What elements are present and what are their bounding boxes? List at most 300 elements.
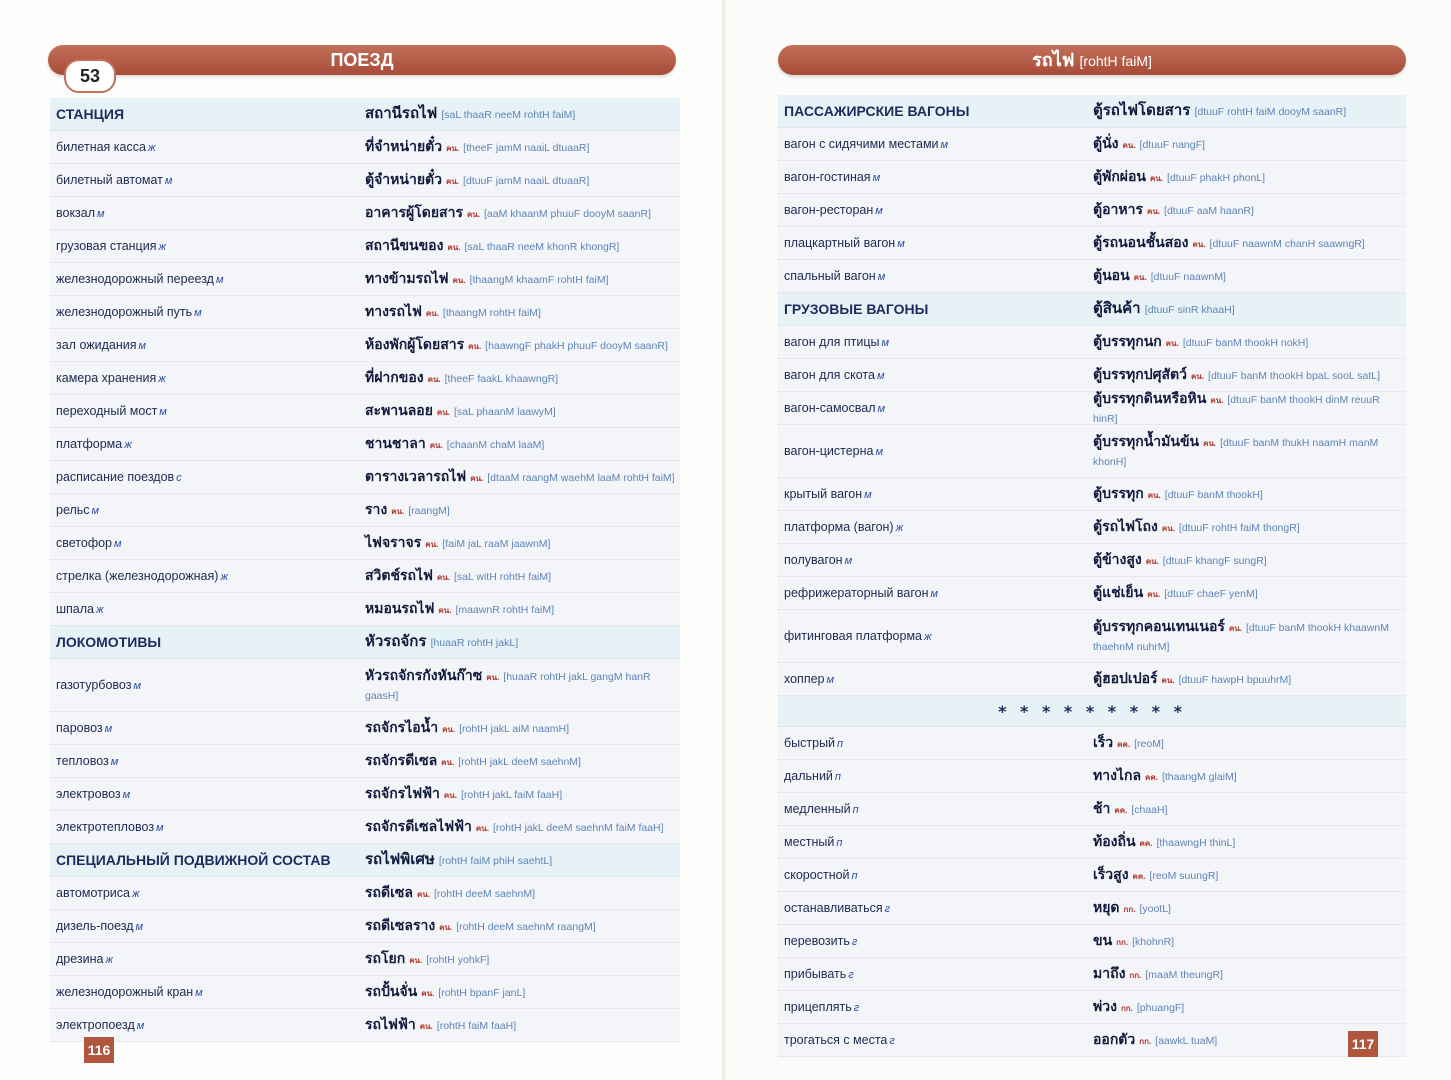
transliteration: [thaawngH thinL] xyxy=(1156,836,1236,849)
thai-translation xyxy=(365,785,680,804)
transliteration: [dtuuF sinR khaaH] xyxy=(1144,303,1235,316)
part-of-speech-tag: คน. xyxy=(1210,395,1224,405)
part-of-speech-tag: คน. xyxy=(436,407,450,417)
transliteration: [dtuuF banM thookH bpaL sooL satL] xyxy=(1208,369,1381,382)
transliteration: [thaangM khaamF rohtH faiM] xyxy=(469,273,609,286)
transliteration: [dtuuF banM thookH khaawnM thaehnM nuhrM] xyxy=(1093,621,1389,653)
transliteration: [aawkL tuaM] xyxy=(1155,1034,1218,1047)
russian-word xyxy=(50,886,365,900)
transliteration: [dtuuF aaM haanR] xyxy=(1164,204,1254,217)
thai-text: ตู้อาหาร xyxy=(1093,200,1143,217)
vocab-row xyxy=(778,859,1406,892)
thai-translation xyxy=(365,501,680,520)
russian-word xyxy=(778,802,1093,816)
thai-translation xyxy=(1093,135,1406,154)
thai-translation xyxy=(1093,333,1406,352)
transliteration: [khohnR] xyxy=(1132,935,1175,948)
thai-text: หยุด xyxy=(1093,898,1120,915)
gender-marker: м xyxy=(122,789,131,801)
thai-translation xyxy=(365,402,680,421)
thai-text: อาคารผู้โดยสาร xyxy=(365,203,463,220)
transliteration: [reoM suungR] xyxy=(1149,869,1219,882)
gender-marker: м xyxy=(104,723,113,735)
gender-marker: м xyxy=(877,403,886,415)
russian-text: медленный xyxy=(784,802,851,816)
vocab-row xyxy=(778,359,1406,392)
transliteration: [dtuuF jamM naaiL dtuaaR] xyxy=(463,174,590,187)
vocab-row xyxy=(778,663,1406,696)
transliteration: [dtuuF banM thookH] xyxy=(1164,488,1263,501)
gender-marker: м xyxy=(872,172,881,184)
vocab-row xyxy=(778,326,1406,359)
gender-marker: п xyxy=(852,804,859,816)
thai-text: ขน xyxy=(1093,931,1113,948)
russian-word xyxy=(50,602,365,616)
thai-translation xyxy=(365,270,680,289)
vocab-row xyxy=(50,943,680,976)
russian-text: вагон-ресторан xyxy=(784,203,874,217)
russian-text: паровоз xyxy=(56,721,103,735)
transliteration: [rohtH bpanF janL] xyxy=(438,986,526,999)
russian-text: СПЕЦИАЛЬНЫЙ ПОДВИЖНОЙ СОСТАВ xyxy=(56,852,331,868)
part-of-speech-tag: คน. xyxy=(429,440,443,450)
vocab-row xyxy=(50,527,680,560)
part-of-speech-tag: คค. xyxy=(1145,772,1158,782)
gender-marker: м xyxy=(164,175,173,187)
gender-marker: м xyxy=(875,446,884,458)
thai-text: ตู้บรรทุกดินหรือหิน xyxy=(1093,389,1207,406)
russian-word xyxy=(778,236,1093,250)
vocab-row xyxy=(50,362,680,395)
transliteration: [saL thaaR neeM khonR khongR] xyxy=(464,240,620,253)
thai-translation xyxy=(365,336,680,355)
transliteration: [dtuuF hawpH bpuuhrM] xyxy=(1178,673,1292,686)
gender-marker: ж xyxy=(124,439,132,451)
gender-marker: ж xyxy=(147,142,156,154)
thai-translation xyxy=(365,567,680,586)
thai-text: ทางข้ามรถไฟ xyxy=(365,269,449,286)
part-of-speech-tag: คน. xyxy=(1228,623,1242,633)
gender-marker: м xyxy=(133,680,141,692)
thai-translation xyxy=(1093,618,1406,655)
russian-word xyxy=(778,736,1093,750)
transliteration: [rohtH deeM saehnM raangM] xyxy=(456,920,596,933)
section-header-row xyxy=(50,844,680,877)
transliteration: [chaanM chaM laaM] xyxy=(446,438,545,451)
russian-text: железнодорожный путь xyxy=(56,305,193,319)
vocab-row xyxy=(50,494,680,527)
thai-translation xyxy=(1093,433,1406,470)
russian-text: местный xyxy=(784,835,835,849)
gender-marker: м xyxy=(114,538,122,550)
transliteration: [huaaR rohtH jakL gangM hanR gaasH] xyxy=(365,670,651,702)
thai-translation xyxy=(365,752,680,771)
russian-text: билетная касса xyxy=(56,140,146,154)
thai-translation xyxy=(1093,866,1406,885)
russian-word xyxy=(50,569,365,583)
russian-text: скоростной xyxy=(784,868,850,882)
gender-marker: г xyxy=(889,1035,895,1047)
gender-marker: г xyxy=(848,969,854,981)
vocab-row xyxy=(778,826,1406,859)
part-of-speech-tag: คน. xyxy=(1161,523,1175,533)
part-of-speech-tag: คค. xyxy=(1114,805,1128,815)
russian-text: ПАССАЖИРСКИЕ ВАГОНЫ xyxy=(784,103,970,119)
russian-word xyxy=(50,952,365,966)
thai-translation xyxy=(1093,234,1406,253)
russian-text: рельс xyxy=(56,503,90,517)
transliteration: [rohtH jakL aiM naamH] xyxy=(459,722,570,735)
russian-word xyxy=(50,140,365,154)
thai-translation xyxy=(365,600,680,619)
russian-text: вагон-цистерна xyxy=(784,444,874,458)
part-of-speech-tag: คน. xyxy=(445,176,460,186)
vocab-row xyxy=(50,778,680,811)
russian-text: перевозить xyxy=(784,934,850,948)
thai-translation xyxy=(1093,998,1406,1017)
russian-text: вагон для птицы xyxy=(784,335,880,349)
vocab-row xyxy=(50,877,680,910)
right-header-pron: [rohtH faiM] xyxy=(1079,53,1152,69)
part-of-speech-tag: คน. xyxy=(1161,675,1175,685)
gender-marker: м xyxy=(195,987,203,999)
gender-marker: с xyxy=(176,472,182,484)
russian-word xyxy=(778,934,1093,948)
thai-translation xyxy=(1093,301,1406,318)
vocab-row xyxy=(50,745,680,778)
gender-marker: ж xyxy=(895,522,904,534)
transliteration: [rohtH faiM phiH saehtL] xyxy=(438,854,553,867)
thai-translation xyxy=(365,106,680,123)
russian-word xyxy=(778,901,1093,915)
thai-translation xyxy=(1093,366,1406,385)
thai-translation xyxy=(365,852,680,869)
thai-translation xyxy=(365,634,680,651)
thai-translation xyxy=(365,950,680,969)
transliteration: [maaM theungR] xyxy=(1145,968,1223,981)
russian-text: прибывать xyxy=(784,967,847,981)
vocab-row xyxy=(50,164,680,197)
vocab-row xyxy=(778,227,1406,260)
russian-word xyxy=(778,835,1093,849)
vocab-row xyxy=(50,593,680,626)
russian-word xyxy=(778,672,1093,686)
russian-text: трогаться с места xyxy=(784,1033,888,1047)
part-of-speech-tag: คน. xyxy=(421,988,435,998)
russian-text: СТАНЦИЯ xyxy=(56,106,125,122)
gender-marker: ж xyxy=(96,604,104,616)
right-page xyxy=(726,0,1451,1080)
vocab-row xyxy=(778,760,1406,793)
thai-translation xyxy=(1093,267,1406,286)
transliteration: [saL thaaR neeM rohtH faiM] xyxy=(441,108,576,121)
russian-text: шпала xyxy=(56,602,94,616)
gender-marker: м xyxy=(138,340,147,352)
thai-text: ตู้บรรทุกน้ำมันข้น xyxy=(1093,432,1200,449)
thai-translation xyxy=(1093,168,1406,187)
vocab-row xyxy=(778,544,1406,577)
vocab-row xyxy=(778,194,1406,227)
thai-text: พ่วง xyxy=(1093,997,1117,1014)
vocab-row xyxy=(50,659,680,712)
left-page xyxy=(0,0,725,1080)
thai-text: ห้องพักผู้โดยสาร xyxy=(365,335,465,352)
transliteration: [dtuuF nangF] xyxy=(1139,138,1205,151)
russian-text: электровоз xyxy=(56,787,121,801)
russian-word xyxy=(778,553,1093,567)
thai-translation xyxy=(1093,734,1406,753)
thai-text: ตู้บรรทุก xyxy=(1093,484,1144,501)
russian-text: хоппер xyxy=(784,672,825,686)
russian-word xyxy=(50,820,365,834)
russian-word xyxy=(50,536,365,550)
thai-text: ตู้รถไฟโถง xyxy=(1093,517,1158,534)
gender-marker: м xyxy=(97,208,105,220)
thai-text: ตู้นอน xyxy=(1093,266,1130,283)
thai-translation xyxy=(1093,485,1406,504)
thai-text: ตู้บรรทุกนก xyxy=(1093,332,1162,349)
thai-text: มาถึง xyxy=(1093,964,1126,981)
gender-marker: п xyxy=(837,738,844,750)
russian-text: тепловоз xyxy=(56,754,109,768)
thai-translation xyxy=(1093,767,1406,786)
thai-text: สะพานลอย xyxy=(365,401,433,418)
part-of-speech-tag: คน. xyxy=(1122,140,1136,150)
vocab-row xyxy=(50,296,680,329)
transliteration: [aaM khaanM phuuF dooyM saanR] xyxy=(484,207,651,220)
thai-translation xyxy=(365,303,680,322)
russian-text: электротепловоз xyxy=(56,820,155,834)
russian-word xyxy=(778,335,1093,349)
thai-text: ไฟจราจร xyxy=(365,533,422,550)
gender-marker: м xyxy=(215,274,224,286)
russian-text: зал ожидания xyxy=(56,338,137,352)
gender-marker: п xyxy=(834,771,841,783)
russian-word xyxy=(778,170,1093,184)
part-of-speech-tag: คน. xyxy=(447,242,461,252)
transliteration: [dtaaM raangM waehM laaM rohtH faiM] xyxy=(487,471,675,484)
russian-text: фитинговая платформа xyxy=(784,629,923,643)
russian-word xyxy=(50,437,365,451)
thai-text: ทางรถไฟ xyxy=(365,302,422,319)
gender-marker: м xyxy=(881,337,890,349)
transliteration: [dtuuF naawnM] xyxy=(1150,270,1226,283)
thai-translation xyxy=(365,983,680,1002)
russian-text: вагон для скота xyxy=(784,368,875,382)
gender-marker: м xyxy=(194,307,202,319)
gender-marker: м xyxy=(940,139,949,151)
transliteration: [dtuuF rohtH faiM thongR] xyxy=(1178,521,1300,534)
russian-text: останавливаться xyxy=(784,901,883,915)
thai-text: เร็ว xyxy=(1093,733,1114,750)
thai-text: หัวรถจักร xyxy=(365,632,427,650)
thai-translation xyxy=(365,884,680,903)
thai-translation xyxy=(365,719,680,738)
gender-marker: ж xyxy=(105,954,114,966)
part-of-speech-tag: คน. xyxy=(416,889,431,899)
part-of-speech-tag: คน. xyxy=(470,473,484,483)
part-of-speech-tag: คน. xyxy=(446,143,460,153)
russian-text: электропоезд xyxy=(56,1018,135,1032)
section-header-row xyxy=(778,293,1406,326)
russian-text: вагон-самосвал xyxy=(784,401,876,415)
thai-translation xyxy=(365,237,680,256)
russian-word xyxy=(50,754,365,768)
russian-text: рефрижераторный вагон xyxy=(784,586,929,600)
russian-text: спальный вагон xyxy=(784,269,876,283)
thai-text: รถจักรดีเซลไฟฟ้า xyxy=(365,817,472,834)
thai-text: ตู้แช่เย็น xyxy=(1093,583,1144,600)
russian-text: крытый вагон xyxy=(784,487,863,501)
left-vocab-list xyxy=(50,98,680,1042)
thai-translation xyxy=(1093,965,1406,984)
vocab-row xyxy=(50,910,680,943)
part-of-speech-tag: กก. xyxy=(1120,1003,1133,1013)
part-of-speech-tag: คน. xyxy=(1147,589,1161,599)
section-header-row xyxy=(778,95,1406,128)
part-of-speech-tag: คน. xyxy=(436,572,450,582)
russian-word xyxy=(50,1018,365,1032)
vocab-row xyxy=(50,263,680,296)
russian-text: билетный автомат xyxy=(56,173,163,187)
russian-word xyxy=(50,338,365,352)
thai-translation xyxy=(1093,670,1406,689)
transliteration: [dtuuF banM thookH dinM reuuR hinR] xyxy=(1093,393,1380,425)
gender-marker: ж xyxy=(158,373,166,385)
russian-text: платформа xyxy=(56,437,123,451)
gender-marker: ж xyxy=(220,571,229,583)
russian-text: светофор xyxy=(56,536,113,550)
russian-text: железнодорожный переезд xyxy=(56,272,214,286)
russian-word xyxy=(50,404,365,418)
thai-translation xyxy=(1093,551,1406,570)
thai-translation xyxy=(1093,103,1406,120)
thai-text: ตู้รถนอนชั้นสอง xyxy=(1093,233,1189,250)
gender-marker: г xyxy=(853,1002,860,1014)
russian-word xyxy=(50,371,365,385)
vocab-row xyxy=(778,793,1406,826)
section-title-ru xyxy=(778,103,1093,119)
transliteration: [raangM] xyxy=(408,504,450,517)
thai-text: ตู้รถไฟโดยสาร xyxy=(1093,101,1191,119)
vocab-row xyxy=(50,461,680,494)
thai-translation xyxy=(1093,800,1406,819)
vocab-row xyxy=(778,389,1406,425)
part-of-speech-tag: คค. xyxy=(1117,739,1131,749)
vocab-row xyxy=(778,958,1406,991)
russian-word xyxy=(50,919,365,933)
transliteration: [dtuuF chaeF yenM] xyxy=(1164,587,1258,600)
vocab-row xyxy=(778,260,1406,293)
thai-text: รถดีเซล xyxy=(365,883,413,900)
part-of-speech-tag: กก. xyxy=(1123,904,1136,914)
thai-translation xyxy=(365,818,680,837)
thai-text: ตู้ข้างสูง xyxy=(1093,550,1142,567)
section-header-row xyxy=(50,626,680,659)
part-of-speech-tag: คน. xyxy=(466,209,481,219)
thai-text: ทางไกล xyxy=(1093,766,1142,783)
gender-marker: м xyxy=(930,588,939,600)
thai-translation xyxy=(365,369,680,388)
russian-word xyxy=(50,721,365,735)
thai-text: ชานชาลา xyxy=(365,434,426,451)
vocab-row xyxy=(778,425,1406,478)
right-page-number: 117 xyxy=(1348,1031,1378,1057)
thai-text: เร็วสูง xyxy=(1093,865,1129,882)
section-header-row xyxy=(50,98,680,131)
russian-word xyxy=(778,487,1093,501)
russian-word xyxy=(50,985,365,999)
part-of-speech-tag: คน. xyxy=(441,757,455,767)
vocab-row xyxy=(50,1009,680,1042)
gender-marker: м xyxy=(844,555,853,567)
russian-text: железнодорожный кран xyxy=(56,985,194,999)
separator-row xyxy=(778,696,1406,727)
transliteration: [rohtH jakL deeM saehnM faiM faaH] xyxy=(492,821,664,834)
thai-text: ออกตัว xyxy=(1093,1030,1136,1047)
left-header-banner xyxy=(48,45,676,75)
gender-marker: ж xyxy=(924,631,932,643)
section-title-ru xyxy=(50,634,365,650)
thai-translation xyxy=(365,435,680,454)
thai-text: รถจักรไอน้ำ xyxy=(365,718,439,735)
russian-word xyxy=(778,629,1093,643)
gender-marker: м xyxy=(159,406,167,418)
part-of-speech-tag: คน. xyxy=(425,308,439,318)
thai-translation xyxy=(1093,201,1406,220)
thai-translation xyxy=(365,1016,680,1035)
part-of-speech-tag: คค. xyxy=(1132,871,1146,881)
transliteration: [dtuuF rohtH faiM dooyM saanR] xyxy=(1194,105,1347,118)
russian-word xyxy=(50,239,365,253)
part-of-speech-tag: กก. xyxy=(1139,1036,1152,1046)
transliteration: [dtuuF phakH phonL] xyxy=(1167,171,1266,184)
russian-word xyxy=(778,586,1093,600)
gender-marker: ж xyxy=(132,888,140,900)
thai-translation xyxy=(1093,584,1406,603)
transliteration: [rohtH yohkF] xyxy=(426,953,490,966)
vocab-row xyxy=(50,329,680,362)
russian-word xyxy=(50,787,365,801)
thai-text: ท้องถิ่น xyxy=(1093,832,1136,849)
transliteration: [theeF jamM naaiL dtuaaR] xyxy=(463,141,590,154)
russian-text: полувагон xyxy=(784,553,843,567)
gender-marker: г xyxy=(884,903,891,915)
vocab-row xyxy=(50,230,680,263)
russian-word xyxy=(50,206,365,220)
russian-word xyxy=(50,678,365,692)
part-of-speech-tag: คน. xyxy=(468,341,482,351)
thai-text: ตู้พักผ่อน xyxy=(1093,167,1146,184)
transliteration: [rohtH jakL deeM saehnM] xyxy=(458,755,581,768)
russian-word xyxy=(778,769,1093,783)
gender-marker: п xyxy=(836,837,843,849)
thai-text: ตู้จำหน่ายตั๋ว xyxy=(365,170,442,187)
part-of-speech-tag: คน. xyxy=(1149,173,1164,183)
thai-text: รถจักรดีเซล xyxy=(365,751,438,768)
russian-text: стрелка (железнодорожная) xyxy=(56,569,219,583)
stars-separator: * * * * * * * * * xyxy=(998,701,1186,721)
russian-word xyxy=(778,203,1093,217)
lesson-number-badge: 53 xyxy=(64,59,116,93)
section-title-ru xyxy=(50,852,365,868)
part-of-speech-tag: คน. xyxy=(438,605,452,615)
vocab-row xyxy=(778,925,1406,958)
russian-word xyxy=(50,173,365,187)
thai-text: ตู้นั่ง xyxy=(1093,134,1119,151)
part-of-speech-tag: คน. xyxy=(439,922,453,932)
thai-text: รถโยก xyxy=(365,949,406,966)
